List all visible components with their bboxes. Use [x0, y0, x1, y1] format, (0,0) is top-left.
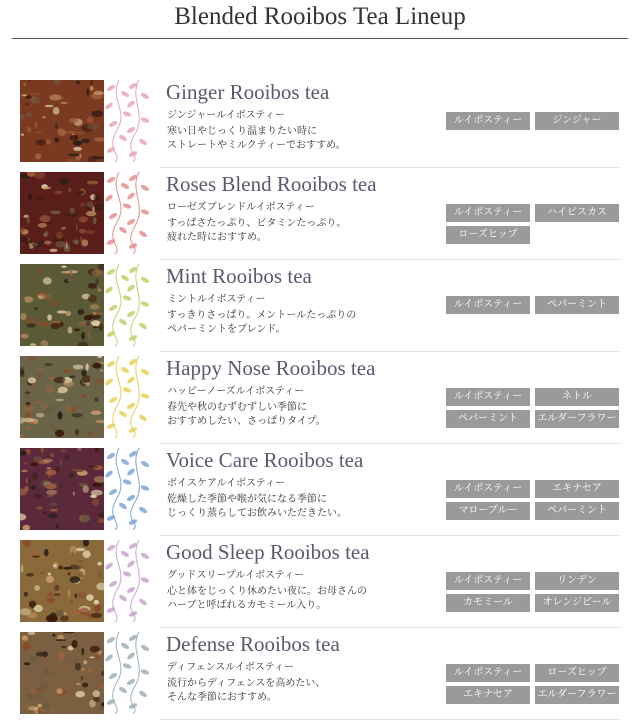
- ingredient-tag: オレンジピール: [535, 594, 619, 612]
- tea-name-kana: ジンジャールイボスティー: [167, 110, 285, 121]
- row-divider: [160, 259, 620, 260]
- tea-description: [167, 309, 356, 337]
- tea-name-kana: グッドスリープルイボスティー: [167, 570, 304, 581]
- ingredient-tag: ルイボスティー: [446, 572, 530, 590]
- ingredient-tag: ルイボスティー: [446, 204, 530, 222]
- tea-description-line: そんな季節におすすめ。: [167, 692, 277, 703]
- tea-name-kana: ハッピーノーズルイボスティー: [167, 386, 305, 397]
- tea-description: [167, 677, 325, 705]
- tea-description-line: 心と体をじっくり休めたい夜に。お母さんの: [167, 586, 367, 597]
- tea-name: Happy Nose Rooibos tea: [166, 356, 376, 380]
- tea-photo: [20, 632, 104, 714]
- ingredient-tag: マローブルー: [446, 502, 530, 520]
- tea-description-line: すっぱさたっぷり、ビタミンたっぷり。: [167, 218, 347, 229]
- tea-name-kana: ローゼズブレンドルイボスティー: [167, 202, 315, 213]
- ingredient-tag: エルダーフラワー: [535, 686, 619, 704]
- leaf-vine-decoration: [105, 356, 149, 438]
- leaf-vine-decoration: [105, 264, 149, 346]
- tea-row: [0, 262, 640, 348]
- tea-description-line: ペパーミントをブレンド。: [167, 324, 286, 335]
- tea-name: Roses Blend Rooibos tea: [166, 172, 377, 196]
- tea-description: [167, 125, 346, 153]
- ingredient-tag: ジンジャー: [535, 112, 619, 130]
- ingredient-tag: ローズヒップ: [535, 664, 619, 682]
- tea-photo: [20, 80, 104, 162]
- tea-photo: [20, 540, 104, 622]
- ingredient-tag: リンデン: [535, 572, 619, 590]
- leaf-vine-decoration: [105, 448, 149, 530]
- tea-row: [0, 354, 640, 440]
- ingredient-tag: ペパーミント: [446, 410, 530, 428]
- tea-row: [0, 538, 640, 624]
- ingredient-tag: ローズヒップ: [446, 226, 530, 244]
- ingredient-tag: ルイボスティー: [446, 388, 530, 406]
- ingredient-tag: ペパーミント: [535, 296, 619, 314]
- tea-description-line: ストレートやミルクティーでおすすめ。: [167, 140, 346, 151]
- row-divider: [160, 627, 620, 628]
- tea-description-line: 春先や秋のむずむずしい季節に: [167, 402, 307, 413]
- tea-description-line: すっきりさっぱり。メントールたっぷりの: [167, 310, 357, 321]
- tea-photo: [20, 356, 104, 438]
- tea-description-line: じっくり蒸らしてお飲みいただきたい。: [167, 508, 347, 519]
- tea-description: [167, 493, 347, 521]
- tea-row: [0, 630, 640, 716]
- row-divider: [160, 167, 620, 168]
- leaf-vine-decoration: [105, 80, 149, 162]
- row-divider: [160, 443, 620, 444]
- row-divider: [160, 351, 620, 352]
- tea-row: [0, 78, 640, 164]
- tea-name-kana: ミントルイボスティー: [167, 294, 266, 305]
- tea-photo: [20, 172, 104, 254]
- tea-description: [167, 217, 346, 245]
- ingredient-tag: エルダーフラワー: [535, 410, 619, 428]
- ingredient-tag: ルイボスティー: [446, 296, 530, 314]
- tea-description: [167, 585, 367, 613]
- tea-name: Good Sleep Rooibos tea: [166, 540, 370, 564]
- ingredient-tag: エキナセア: [446, 686, 530, 704]
- leaf-vine-decoration: [105, 540, 149, 622]
- tea-photo: [20, 448, 104, 530]
- tea-name: Mint Rooibos tea: [166, 264, 312, 288]
- ingredient-tag: エキナセア: [535, 480, 619, 498]
- tea-name: Defense Rooibos tea: [166, 632, 340, 656]
- leaf-vine-decoration: [105, 632, 149, 714]
- tea-description-line: おすすめしたい、さっぱりタイプ。: [167, 416, 326, 427]
- ingredient-tag: ルイボスティー: [446, 480, 530, 498]
- tea-row: [0, 170, 640, 256]
- row-divider: [160, 535, 620, 536]
- tea-description-line: ハーブと呼ばれるカモミール入り。: [167, 600, 327, 611]
- ingredient-tag: カモミール: [446, 594, 530, 612]
- tea-name-kana: ディフェンスルイボスティー: [167, 662, 294, 673]
- ingredient-tag: ルイボスティー: [446, 112, 530, 130]
- tea-description-line: 乾燥した季節や喉が気になる季節に: [167, 494, 327, 505]
- tea-description-line: 寒い日やじっくり温まりたい時に: [167, 126, 317, 137]
- ingredient-tag: ルイボスティー: [446, 664, 530, 682]
- ingredient-tag: ネトル: [535, 388, 619, 406]
- tea-description-line: 疲れた時におすすめ。: [167, 232, 267, 243]
- leaf-vine-decoration: [105, 172, 149, 254]
- tea-name: Ginger Rooibos tea: [166, 80, 330, 104]
- tea-row: [0, 446, 640, 532]
- page-title: Blended Rooibos Tea Lineup: [174, 3, 466, 30]
- tea-photo: [20, 264, 104, 346]
- tea-description-line: 流行からディフェンスを高めたい、: [167, 678, 326, 689]
- ingredient-tag: ペパーミント: [535, 502, 619, 520]
- title-divider: [12, 38, 628, 39]
- tea-name: Voice Care Rooibos tea: [166, 448, 364, 472]
- tea-name-kana: ボイスケアルイボスティー: [167, 478, 285, 489]
- tea-description: [167, 401, 326, 429]
- ingredient-tag: ハイビスカス: [535, 204, 619, 222]
